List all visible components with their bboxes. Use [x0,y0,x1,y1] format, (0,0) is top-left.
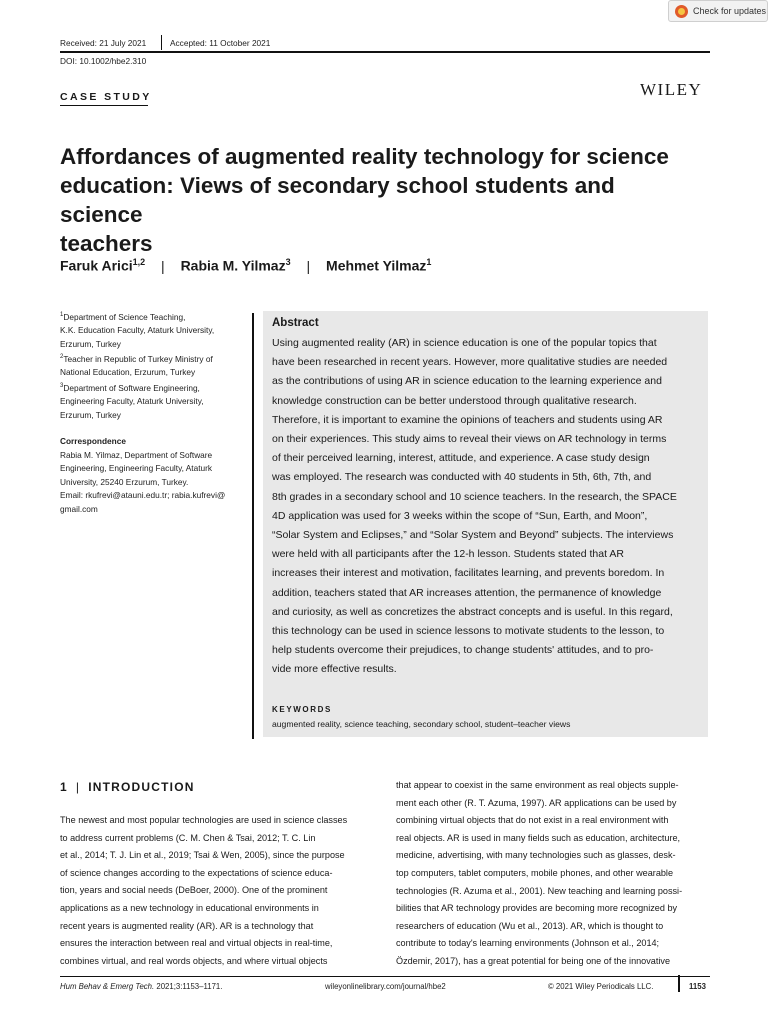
footer-rule [60,976,710,977]
affiliation [60,380,240,422]
abstract-line: 8th grades in a secondary school and 10 science teachers. In the research, the SPACE [272,490,677,503]
affil-line: Engineering Faculty, Ataturk University, [60,396,204,407]
affil-line: Erzurum, Turkey [60,409,121,420]
check-for-updates-button[interactable] [668,0,768,22]
abstract-line: of their perceived learning, interest, attitude, and experience. A case study design [272,452,650,465]
crossmark-icon [675,5,688,18]
title-line: education: Views of secondary school students and science [60,173,615,227]
author-affil-sup: 1,2 [132,257,146,267]
correspondence-line: Engineering, Engineering Faculty, Ataturk [60,463,213,473]
abstract-line: vide more effective results. [272,663,397,676]
keywords-text: augmented reality, science teaching, secondary school, student–teacher views [272,719,571,729]
abstract-line: Using augmented reality (AR) in science education is one of the popular topics that [272,337,657,349]
affil-sup: 2 [60,354,64,360]
abstract-line: Therefore, it is important to examine the opinions of teachers and students using AR [272,413,663,426]
abstract-line: “Solar System and Eclipses,” and “Solar System and Beyond” subjects. The interviews [272,529,674,542]
author-affil-sup: 1 [426,257,432,267]
body-line: that appear to coexist in the same environment as real objects supple- [396,780,679,790]
affil-line: Teacher in Republic of Turkey Ministry of [63,353,213,364]
footer-page-divider [678,975,680,992]
body-line: medicine, advertising, with many technologies such as glasses, desk- [396,850,676,861]
author-affil-sup: 3 [285,257,291,267]
body-line: combines virtual, and real words objects, and where virtual objects [60,955,328,966]
author-separator: | [306,257,311,274]
abstract-text [272,334,700,680]
footer-citation [60,982,222,991]
body-right-column [396,777,709,971]
affil-line: K.K. Education Faculty, Ataturk University, [60,325,215,336]
body-line: combining virtual objects that do not exist in a real environment with [396,815,669,826]
abstract-line: have been researched in recent years. However, more qualitative studies are needed [272,356,668,369]
correspondence-heading: Correspondence [60,436,126,446]
footer-url[interactable]: wileyonlinelibrary.com/journal/hbe2 [325,982,446,991]
check-updates-label: Check for updates [693,6,767,16]
body-line: et al., 2014; T. J. Lin et al., 2019; Tsai & Wen, 2005), since the purpose [60,850,345,861]
title-line: teachers [60,231,153,256]
section-number: 1 [60,780,68,794]
abstract-line: were held with all participants after the 12-h lesson. Students stated that AR [272,548,624,561]
abstract-line: on their experiences. This study aims to reveal their views on AR technology in terms [272,433,667,446]
affil-sup: 3 [60,383,64,389]
article-title [60,142,700,258]
body-line: contribute to today's learning environments (Johnson et al., 2014; [396,938,660,949]
affil-sup: 1 [60,312,64,318]
section-heading [60,780,195,794]
correspondence-email[interactable]: gmail.com [60,503,98,514]
body-line: Özdemir, 2017), has a great potential for being one of the innovative [396,955,670,966]
keywords-heading: KEYWORDS [272,705,332,714]
article-type: CASE STUDY [60,91,152,103]
body-line: ensures the interaction between real and virtual objects in real-time, [60,938,333,949]
correspondence-line: Rabia M. Yilmaz, Department of Software [60,449,213,460]
body-line: applications as a new technology in educational environments in [60,902,319,913]
page-number: 1153 [689,982,706,991]
section-title: INTRODUCTION [88,780,195,794]
footer-volume: 2021;3:1153–1171. [156,982,223,991]
body-line: to address current problems (C. M. Chen & Tsai, 2012; T. C. Lin [60,832,316,843]
body-line: tion, years and social needs (DeBoer, 2000). One of the prominent [60,885,328,896]
abstract-line: 4D application was used for 3 weeks within the scope of “Sun, Earth, and Moon”, [272,509,648,522]
body-left-column [60,812,373,970]
abstract-line: as the contributions of using AR in science education to the learning experience and [272,375,662,388]
header-rule [60,51,710,53]
body-line: technologies (R. Azuma et al., 2001). New teaching and learning possi- [396,885,683,896]
footer-copyright: © 2021 Wiley Periodicals LLC. [548,982,654,991]
body-line: The newest and most popular technologies are used in science classes [60,815,348,825]
affil-line: Department of Software Engineering, [63,382,200,393]
abstract-heading: Abstract [272,317,319,329]
accepted-date: Accepted: 11 October 2021 [170,38,271,48]
body-line: bilities that AR technology provides are becoming more recognized by [396,903,678,914]
abstract-rule [252,313,254,739]
abstract-line: this technology can be used in science lessons to motivate students to the lesson, to [272,625,665,638]
abstract-line: was employed. The research was conducted with 40 students in 5th, 6th, 7th, and [272,471,652,484]
author-name[interactable]: Faruk Arici [60,257,133,274]
author-separator: | [161,257,165,274]
author-name[interactable]: Rabia M. Yilmaz [180,257,286,274]
abstract-line: addition, teachers stated that AR increases attention, the permanence of knowledge [272,586,662,599]
body-line: researchers of education (Wu et al., 2013). AR, which is thought to [396,920,664,931]
doi[interactable]: DOI: 10.1002/hbe2.310 [60,56,147,66]
received-date: Received: 21 July 2021 [60,38,147,48]
footer-journal: Hum Behav & Emerg Tech. [60,982,155,991]
section-bar: | [75,780,81,794]
body-line: top computers, tablet computers, mobile phones, and other wearable [396,867,674,878]
correspondence-email[interactable]: Email: rkufrevi@atauni.edu.tr; rabia.kufrevi@ [60,490,226,500]
abstract-line: and curiosity, as well as concretizes the abstract concepts and is useful. In this regard, [272,605,673,618]
body-line: real objects. AR is used in many fields such as education, architecture, [396,832,681,843]
affil-line: Erzurum, Turkey [60,338,121,349]
publisher-logo: WILEY [640,80,703,99]
correspondence [60,435,240,516]
affil-line: Department of Science Teaching, [63,311,186,322]
article-type-underline [60,105,148,106]
abstract-line: knowledge construction can be better understood through qualitative research. [272,394,637,407]
author-name[interactable]: Mehmet Yilmaz [326,257,427,274]
body-line: recent years is augmented reality (AR). AR is a technology that [60,920,314,931]
affiliation [60,351,240,380]
correspondence-line: University, 25240 Erzurum, Turkey. [60,476,189,487]
abstract-line: increases their interest and motivation, facilitates learning, and prevents boredom. In [272,567,665,580]
abstract-line: help students overcome their prejudices, to change students' attitudes, and to pro- [272,644,654,657]
body-line: ment each other (R. T. Azuma, 1997). AR applications can be used by [396,797,677,808]
header-divider [161,35,162,50]
body-line: of science changes according to the expectations of science educa- [60,867,333,878]
affiliation [60,309,240,351]
author-list [60,257,431,274]
title-line: Affordances of augmented reality technology for science [60,144,669,169]
affil-line: National Education, Erzurum, Turkey [60,367,196,378]
